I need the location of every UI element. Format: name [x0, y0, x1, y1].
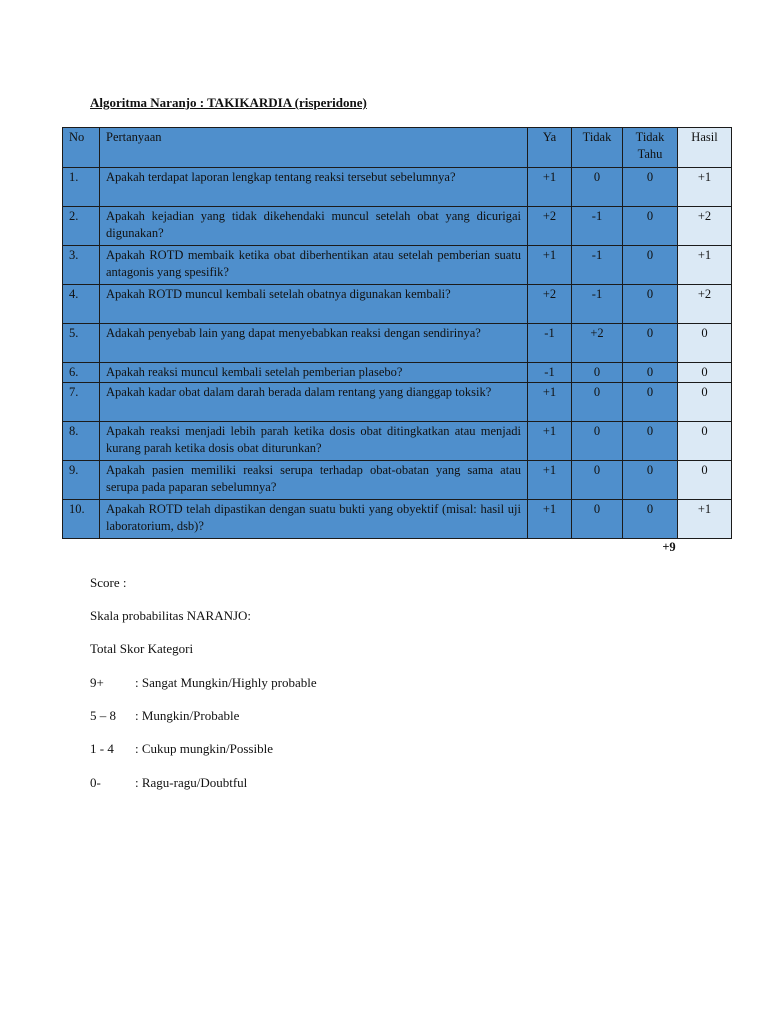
scale-range: 5 – 8	[90, 708, 116, 723]
scale-item	[90, 708, 239, 724]
row-ya: +1	[528, 461, 572, 500]
row-number: 9.	[63, 461, 100, 500]
row-hasil: +2	[678, 207, 732, 246]
table-row	[63, 500, 732, 539]
header-tidak-tahu: Tidak Tahu	[623, 128, 678, 168]
row-number: 8.	[63, 422, 100, 461]
row-tidak-tahu: 0	[623, 363, 678, 383]
row-tidak: 0	[572, 500, 623, 539]
document-title: Algoritma Naranjo : TAKIKARDIA (risperidone)	[90, 95, 367, 110]
row-ya: +1	[528, 500, 572, 539]
row-ya: +2	[528, 207, 572, 246]
table-row	[63, 461, 732, 500]
header-ya: Ya	[528, 128, 572, 168]
table-row	[63, 363, 732, 383]
row-number: 3.	[63, 246, 100, 285]
scale-header: Total Skor Kategori	[90, 641, 194, 656]
row-number: 4.	[63, 285, 100, 324]
row-ya: +2	[528, 285, 572, 324]
row-hasil: +1	[678, 168, 732, 207]
row-number: 5.	[63, 324, 100, 363]
row-tidak: -1	[572, 246, 623, 285]
scale-range: 1 - 4	[90, 741, 114, 756]
scale-range: 0-	[90, 775, 101, 790]
row-question: Apakah pasien memiliki reaksi serupa terhadap obat-obatan yang sama atau serupa pada paparan sebelumnya?	[100, 461, 528, 500]
row-tidak-tahu: 0	[623, 324, 678, 363]
row-tidak-tahu: 0	[623, 422, 678, 461]
header-hasil: Hasil	[678, 128, 732, 168]
row-tidak-tahu: 0	[623, 207, 678, 246]
row-ya: -1	[528, 363, 572, 383]
row-hasil: 0	[678, 324, 732, 363]
row-question: Apakah terdapat laporan lengkap tentang reaksi tersebut sebelumnya?	[100, 168, 528, 207]
row-question: Adakah penyebab lain yang dapat menyebabkan reaksi dengan sendirinya?	[100, 324, 528, 363]
row-tidak: 0	[572, 383, 623, 422]
scale-title: Skala probabilitas NARANJO:	[90, 608, 252, 623]
row-question: Apakah ROTD membaik ketika obat diberhentikan atau setelah pemberian suatu antagonis yang spesifik?	[100, 246, 528, 285]
row-ya: -1	[528, 324, 572, 363]
header-tidak: Tidak	[572, 128, 623, 168]
scale-item	[90, 675, 317, 691]
row-question: Apakah ROTD telah dipastikan dengan suatu bukti yang obyektif (misal: hasil uji laboratorium, dsb)?	[100, 500, 528, 539]
row-tidak: 0	[572, 422, 623, 461]
scale-description: : Ragu-ragu/Doubtful	[135, 775, 248, 790]
table-row	[63, 246, 732, 285]
table-row	[63, 207, 732, 246]
row-question: Apakah ROTD muncul kembali setelah obatnya digunakan kembali?	[100, 285, 528, 324]
row-hasil: +1	[678, 500, 732, 539]
row-tidak-tahu: 0	[623, 285, 678, 324]
scale-description: : Mungkin/Probable	[135, 708, 240, 723]
row-question: Apakah reaksi menjadi lebih parah ketika dosis obat ditingkatkan atau menjadi kurang parah ketika dosis obat diturunkan?	[100, 422, 528, 461]
table-row	[63, 324, 732, 363]
row-hasil: 0	[678, 461, 732, 500]
row-tidak-tahu: 0	[623, 168, 678, 207]
row-number: 1.	[63, 168, 100, 207]
scale-description: : Sangat Mungkin/Highly probable	[135, 675, 317, 690]
row-hasil: 0	[678, 363, 732, 383]
row-tidak: -1	[572, 207, 623, 246]
row-tidak: 0	[572, 168, 623, 207]
table-header-row	[63, 128, 732, 168]
naranjo-table	[62, 127, 732, 539]
header-question: Pertanyaan	[100, 128, 528, 168]
scale-item	[90, 741, 273, 757]
row-tidak-tahu: 0	[623, 246, 678, 285]
row-question: Apakah kadar obat dalam darah berada dalam rentang yang dianggap toksik?	[100, 383, 528, 422]
row-ya: +1	[528, 168, 572, 207]
table-row	[63, 383, 732, 422]
table-row	[63, 285, 732, 324]
row-question: Apakah kejadian yang tidak dikehendaki muncul setelah obat yang dicurigai digunakan?	[100, 207, 528, 246]
row-ya: +1	[528, 383, 572, 422]
row-tidak: 0	[572, 363, 623, 383]
header-no: No	[63, 128, 100, 168]
table-row	[63, 422, 732, 461]
row-number: 7.	[63, 383, 100, 422]
score-label: Score :	[90, 575, 127, 590]
row-hasil: 0	[678, 422, 732, 461]
table-row	[63, 168, 732, 207]
row-number: 10.	[63, 500, 100, 539]
row-hasil: +2	[678, 285, 732, 324]
row-tidak: 0	[572, 461, 623, 500]
row-number: 6.	[63, 363, 100, 383]
scale-description: : Cukup mungkin/Possible	[135, 741, 273, 756]
row-ya: +1	[528, 422, 572, 461]
row-question: Apakah reaksi muncul kembali setelah pemberian plasebo?	[100, 363, 528, 383]
row-ya: +1	[528, 246, 572, 285]
row-tidak-tahu: 0	[623, 500, 678, 539]
row-number: 2.	[63, 207, 100, 246]
row-tidak: -1	[572, 285, 623, 324]
row-tidak: +2	[572, 324, 623, 363]
row-tidak-tahu: 0	[623, 461, 678, 500]
row-hasil: +1	[678, 246, 732, 285]
row-hasil: 0	[678, 383, 732, 422]
scale-range: 9+	[90, 675, 104, 690]
scale-item	[90, 775, 247, 791]
total-score: +9	[662, 540, 676, 554]
row-tidak-tahu: 0	[623, 383, 678, 422]
